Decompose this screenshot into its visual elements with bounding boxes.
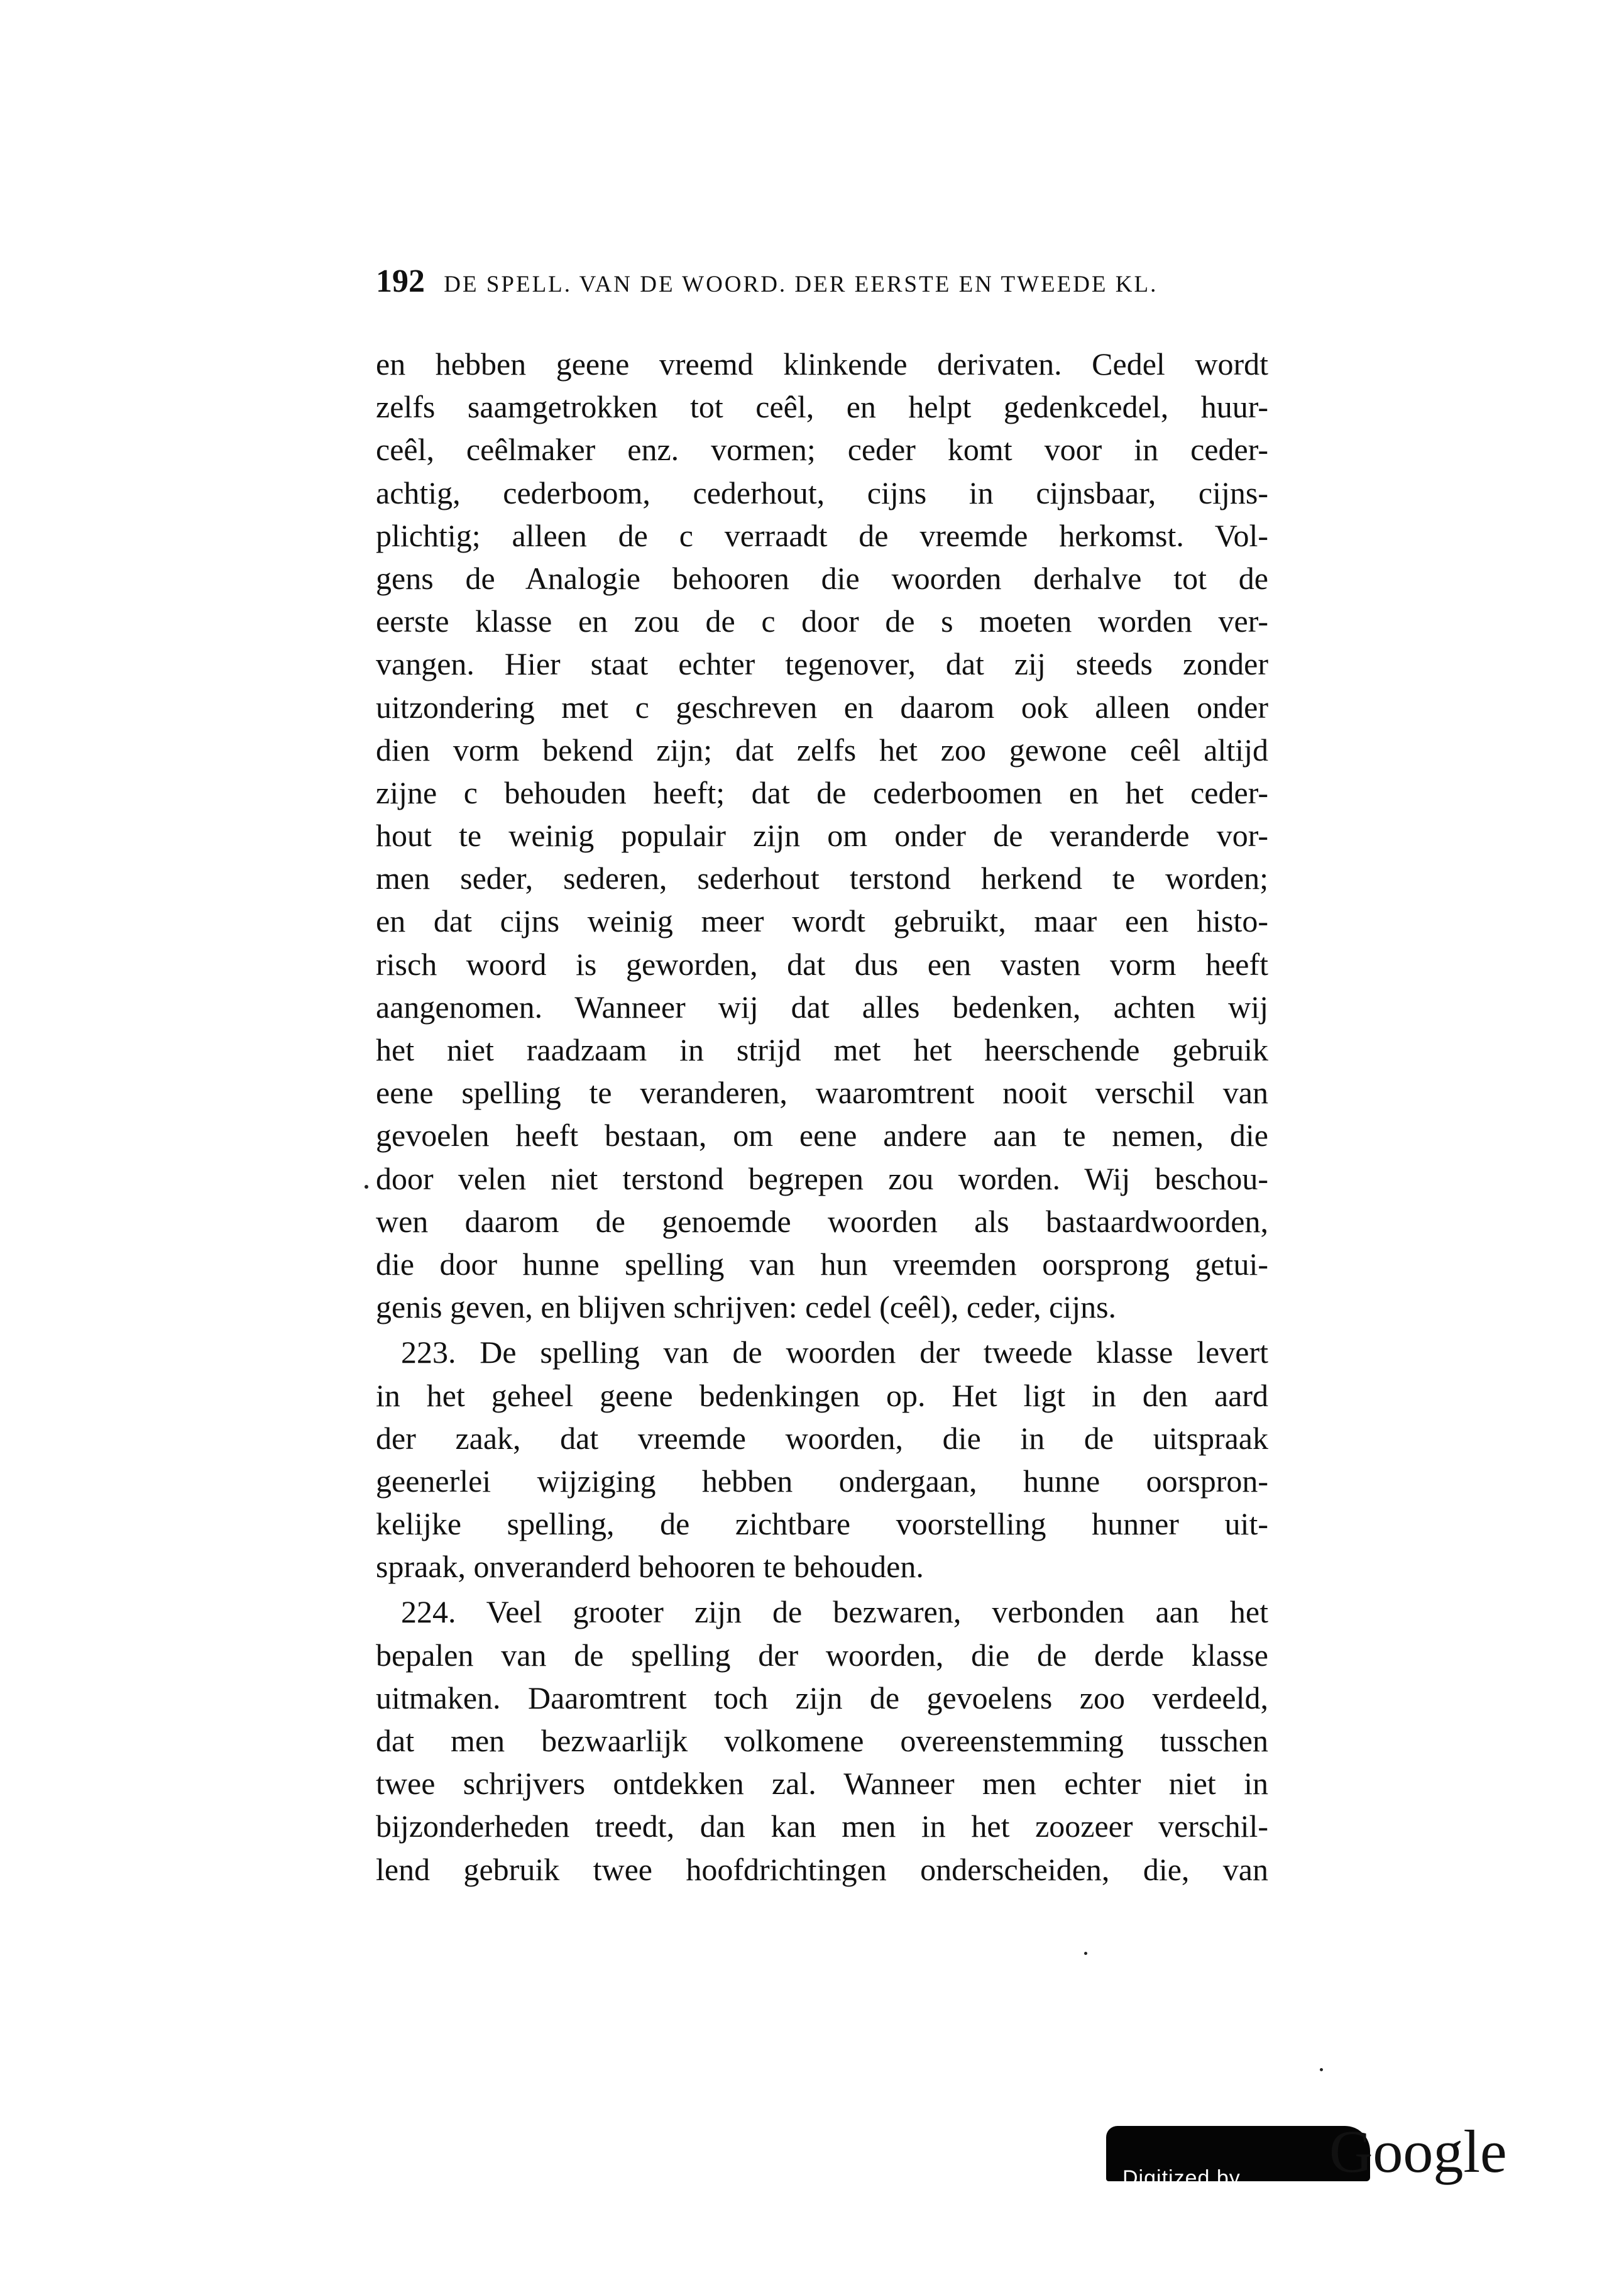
text-line: door velen niet terstond begrepen zou worden. Wij beschou-	[376, 1160, 1268, 1196]
text-line: geenerlei wijziging hebben ondergaan, hunne oorspron-	[376, 1463, 1268, 1499]
text-line: wen daarom de genoemde woorden als bastaardwoorden,	[376, 1203, 1268, 1239]
running-header	[376, 263, 1268, 300]
text-line: bepalen van de spelling der woorden, die de derde klasse	[376, 1637, 1268, 1673]
text-line: gevoelen heeft bestaan, om eene andere aan te nemen, die	[376, 1118, 1268, 1153]
text-line: en dat cijns weinig meer wordt gebruikt, maar een histo-	[376, 903, 1268, 939]
text-line: twee schrijvers ontdekken zal. Wanneer men echter niet in	[376, 1766, 1268, 1802]
scan-speck	[1320, 2068, 1323, 2071]
text-line: dien vorm bekend zijn; dat zelfs het zoo gewone ceêl altijd	[376, 732, 1268, 768]
text-line: die door hunne spelling van hun vreemden oorsprong getui-	[376, 1246, 1268, 1282]
page-number: 192	[376, 263, 425, 299]
text-line: uitzondering met c geschreven en daarom ook alleen onder	[376, 689, 1268, 725]
text-line: en hebben geene vreemd klinkende derivaten. Cedel wordt	[376, 346, 1268, 382]
text-line: kelijke spelling, de zichtbare voorstelling hunner uit-	[376, 1506, 1268, 1542]
text-line: ceêl, ceêlmaker enz. vormen; ceder komt voor in ceder-	[376, 432, 1268, 468]
text-line: in het geheel geene bedenkingen op. Het ligt in den aard	[376, 1377, 1268, 1413]
text-line: zelfs saamgetrokken tot ceêl, en helpt gedenkcedel, huur-	[376, 389, 1268, 425]
text-line: der zaak, dat vreemde woorden, die in de uitspraak	[376, 1420, 1268, 1456]
text-line: lend gebruik twee hoofdrichtingen onderscheiden, die, van	[376, 1851, 1268, 1887]
watermark-google-text: Google	[1329, 2118, 1507, 2185]
text-line: genis geven, en blijven schrijven: cedel (ceêl), ceder, cijns.	[376, 1289, 1117, 1325]
text-line: achtig, cederboom, cederhout, cijns in cijnsbaar, cijns-	[376, 475, 1268, 510]
digitized-by-google-watermark	[1106, 2112, 1507, 2200]
body-text	[376, 343, 1268, 1891]
text-line: gens de Analogie behooren die woorden derhalve tot de	[376, 560, 1268, 596]
paragraph-223-start: 223. De spelling van de woorden der tweede klasse levert	[401, 1335, 1268, 1370]
text-line: vangen. Hier staat echter tegenover, dat zij steeds zonder	[376, 646, 1268, 682]
text-line: uitmaken. Daaromtrent toch zijn de gevoelens zoo verdeeld,	[376, 1680, 1268, 1715]
text-line: aangenomen. Wanneer wij dat alles bedenken, achten wij	[376, 989, 1268, 1025]
text-line: plichtig; alleen de c verraadt de vreemde herkomst. Vol-	[376, 517, 1268, 553]
text-line: risch woord is geworden, dat dus een vasten vorm heeft	[376, 946, 1268, 982]
text-line: zijne c behouden heeft; dat de cederboomen en het ceder-	[376, 774, 1268, 810]
text-line: dat men bezwaarlijk volkomene overeenstemming tusschen	[376, 1723, 1268, 1758]
watermark-digitized-text: Digitized by	[1122, 2166, 1241, 2190]
running-title: DE SPELL. VAN DE WOORD. DER EERSTE EN TWEEDE KL.	[444, 272, 1158, 297]
text-line: spraak, onveranderd behooren te behouden.	[376, 1549, 924, 1585]
text-line: hout te weinig populair zijn om onder de veranderde vor-	[376, 818, 1268, 854]
text-line: bijzonderheden treedt, dan kan men in het zoozeer verschil-	[376, 1808, 1268, 1844]
scan-speck	[1084, 1952, 1087, 1955]
text-line: eene spelling te veranderen, waaromtrent nooit verschil van	[376, 1075, 1268, 1111]
text-line: het niet raadzaam in strijd met het heerschende gebruik	[376, 1032, 1268, 1067]
scan-speck	[365, 1185, 368, 1189]
text-line: eerste klasse en zou de c door de s moeten worden ver-	[376, 603, 1268, 639]
text-line: men seder, sederen, sederhout terstond herkend te worden;	[376, 861, 1268, 896]
paragraph-224-start: 224. Veel grooter zijn de bezwaren, verbonden aan het	[401, 1594, 1268, 1630]
